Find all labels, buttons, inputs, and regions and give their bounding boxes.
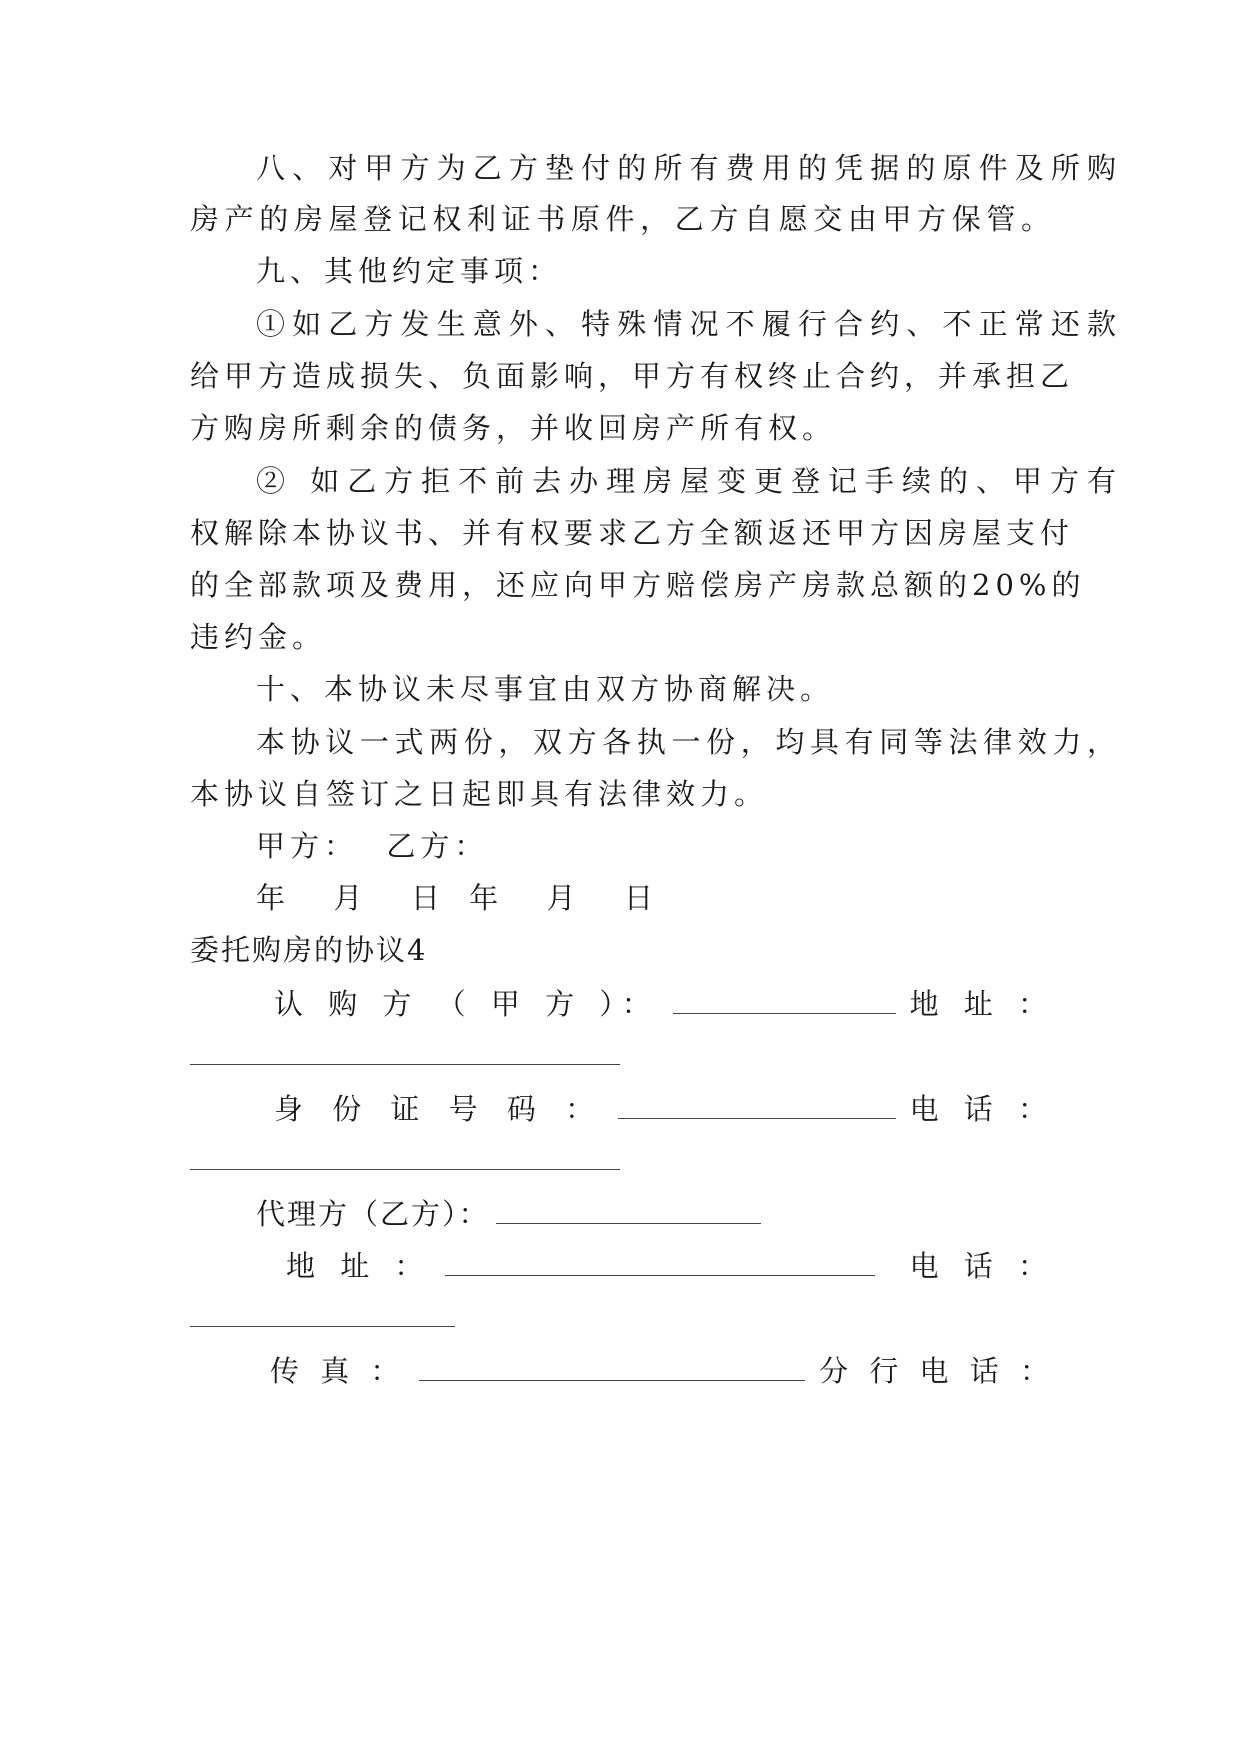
paragraph-9-heading: 九、其他约定事项：: [256, 254, 563, 288]
agent-row: [190, 1194, 1055, 1234]
closing-line-1: 本协议一式两份，双方各执一份，均具有同等法律效力，: [256, 725, 1121, 759]
buyer-phone-blank[interactable]: [190, 1168, 620, 1170]
branch-phone-label: 分 行 电 话 ：: [819, 1354, 1055, 1388]
id-number-blank[interactable]: [618, 1092, 895, 1119]
buyer-phone-label: 电 话 ：: [909, 1092, 1055, 1126]
agent-phone-blank[interactable]: [190, 1325, 455, 1327]
paragraph-9-item-2-line-1: ② 如乙方拒不前去办理房屋变更登记手续的、甲方有: [256, 464, 1121, 498]
id-row: [190, 1089, 1055, 1129]
paragraph-10: 十、本协议未尽事宜由双方协商解决。: [256, 672, 835, 706]
buyer-row: [190, 984, 1055, 1024]
buyer-label: 认 购 方 （ 甲 方 ）：: [274, 987, 659, 1021]
agreement-4-title: 委托购房的协议4: [190, 933, 428, 967]
signature-dates: 年 月 日 年 月 日: [256, 881, 663, 915]
paragraph-9-item-1-line-1: ①如乙方发生意外、特殊情况不履行合约、不正常还款: [256, 307, 1121, 341]
paragraph-9-item-1-line-2: 给甲方造成损失、负面影响，甲方有权终止合约，并承担乙: [190, 359, 1075, 393]
paragraph-9-item-2-line-4: 违约金。: [190, 620, 327, 654]
buyer-name-blank[interactable]: [673, 987, 896, 1014]
signature-parties: 甲方： 乙方：: [256, 829, 489, 863]
id-number-label: 身 份 证 号 码 ：: [274, 1092, 605, 1126]
agent-label: 代理方（乙方）：: [256, 1197, 490, 1231]
buyer-address-blank[interactable]: [190, 1063, 620, 1065]
agent-address-blank[interactable]: [445, 1249, 875, 1276]
fax-blank[interactable]: [419, 1354, 805, 1381]
paragraph-8-line-2: 房产的房屋登记权利证书原件，乙方自愿交由甲方保管。: [190, 202, 1055, 236]
paragraph-9-item-2-line-3: 的全部款项及费用，还应向甲方赔偿房产房款总额的20%的: [190, 568, 1086, 602]
buyer-address-label: 地 址 ：: [909, 987, 1055, 1021]
agent-phone-label: 电 话 ：: [909, 1249, 1055, 1283]
closing-line-2: 本协议自签订之日起即具有法律效力。: [190, 777, 769, 811]
fax-label: 传 真 ：: [270, 1354, 406, 1388]
agent-name-blank[interactable]: [496, 1197, 761, 1224]
paragraph-9-item-1-line-3: 方购房所剩余的债务，并收回房产所有权。: [190, 411, 837, 445]
agent-address-row: [190, 1246, 1055, 1286]
paragraph-9-item-2-line-2: 权解除本协议书、并有权要求乙方全额返还甲方因房屋支付: [190, 516, 1075, 550]
agent-address-label: 地 址 ：: [286, 1249, 432, 1283]
fax-row: [190, 1351, 1055, 1391]
paragraph-8-line-1: 八、对甲方为乙方垫付的所有费用的凭据的原件及所购: [256, 151, 1121, 185]
